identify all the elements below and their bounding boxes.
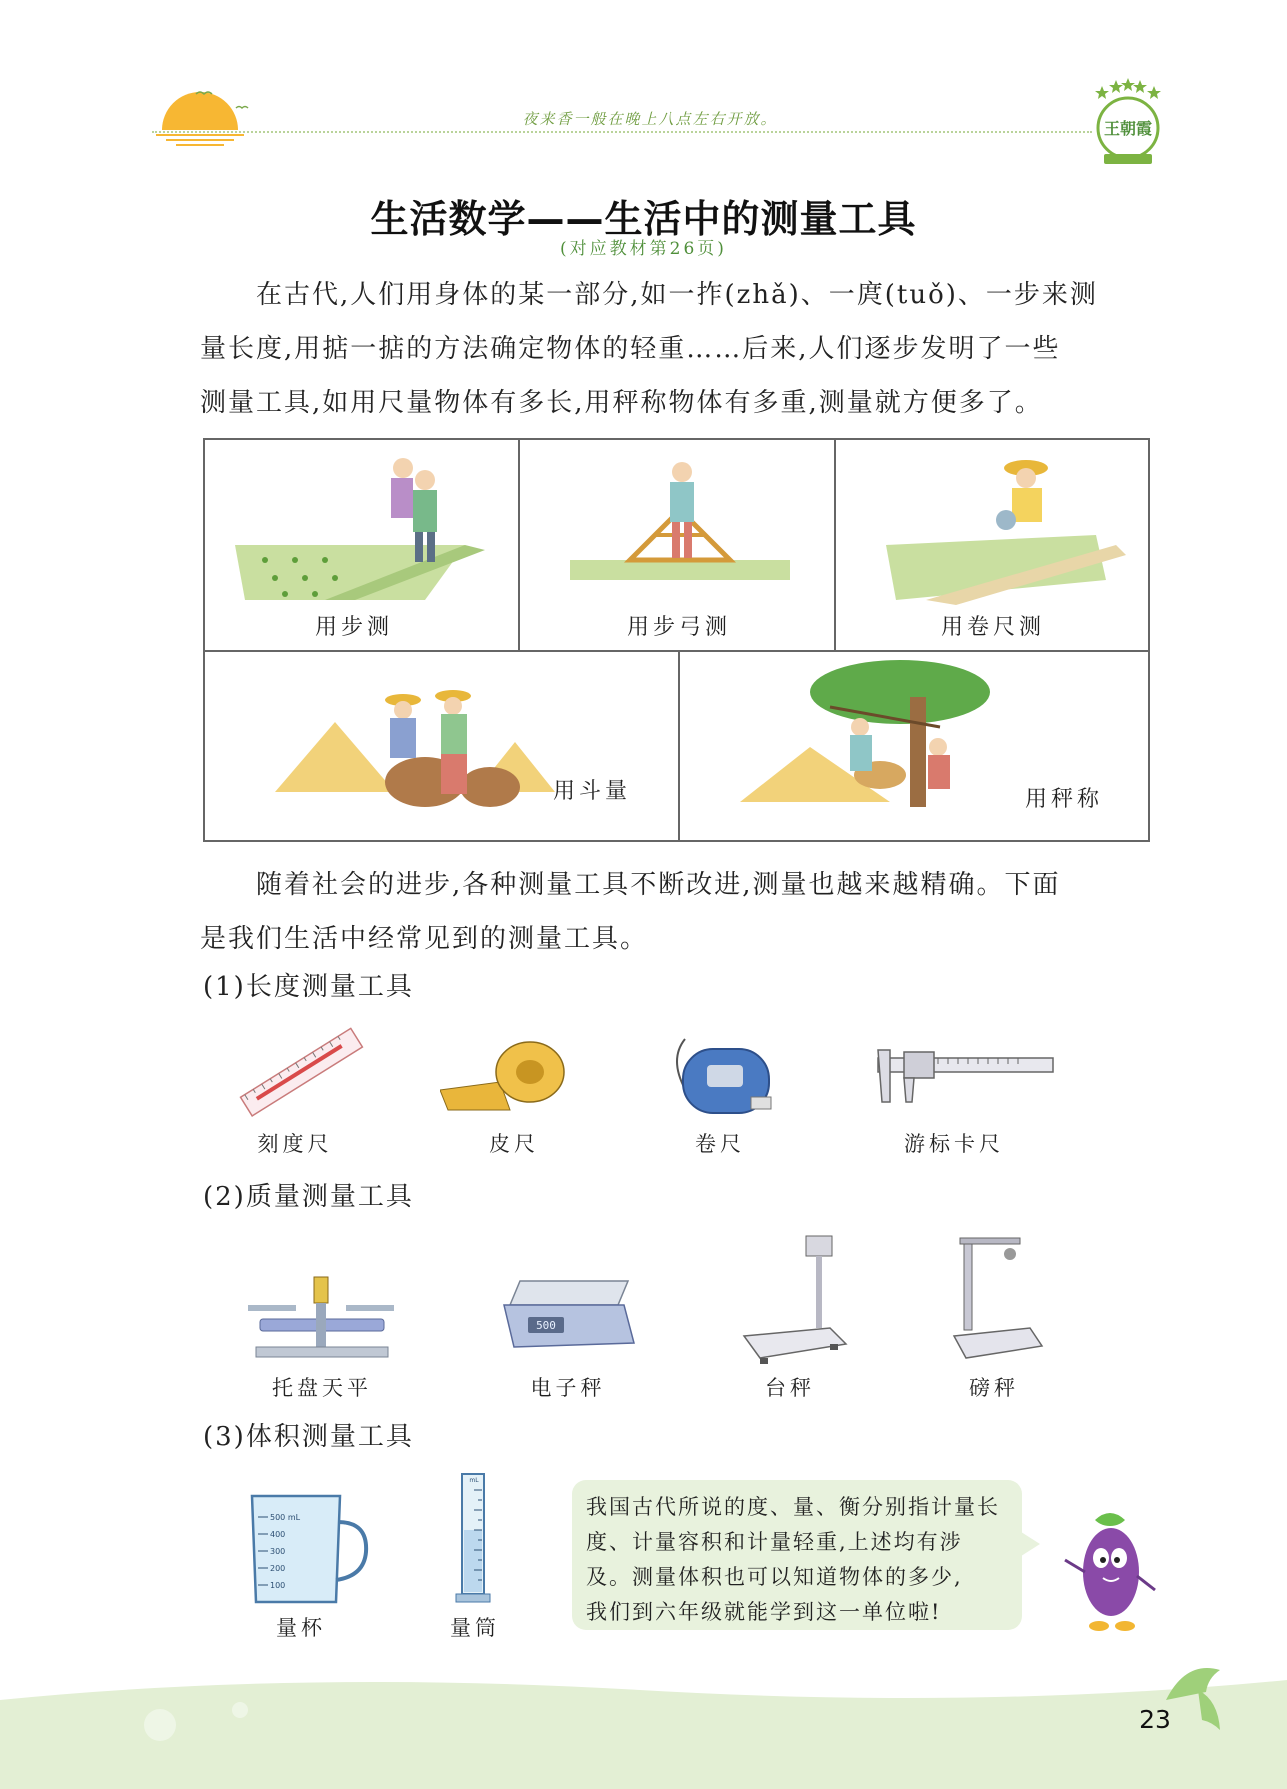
platform-scale-icon [740,1232,850,1367]
tape-roll-icon [440,1040,570,1115]
footer-wave-background [0,1660,1287,1789]
tool-label-ruler: 刻度尺 [257,1132,333,1156]
pacing-illustration [225,450,505,610]
note-line-1: 我国古代所说的度、量、衡分别指计量长 [586,1495,1000,1519]
caption-pace: 用步测 [315,615,394,640]
heading-volume-tools: (3)体积测量工具 [203,1422,414,1452]
heading-length-tools: (1)长度测量工具 [203,972,414,1002]
tape-measure-field-illustration [886,450,1126,610]
graduated-cylinder-icon [454,1470,494,1605]
cup-mark-500: 500 mL [270,1513,301,1522]
tool-label-tape-measure: 卷尺 [695,1132,745,1156]
method-cell-tape [836,440,1149,650]
grain-dou-illustration [275,662,555,832]
eggplant-mascot-icon [1055,1500,1165,1640]
heading-mass-tools: (2)质量测量工具 [203,1182,414,1212]
badge-text: 王朝霞 [1103,119,1153,138]
intro-line-3: 测量工具,如用尺量物体有多长,用秤称物体有多重,测量就方便多了。 [200,388,1043,418]
tape-measure-icon [665,1035,775,1120]
method-cell-pace [205,440,518,650]
intro-line-1: 在古代,人们用身体的某一部分,如一拃(zhǎ)、一庹(tuǒ)、一步来测 [256,280,1098,310]
tool-label-platform-scale: 台秤 [765,1376,815,1400]
method-cell-steelyard [680,652,1150,842]
page-number: 23 [1139,1705,1171,1734]
sunset-logo-icon [152,88,250,148]
electronic-scale-icon [500,1275,635,1350]
bubble-tail [1018,1530,1040,1558]
tool-label-cup: 量杯 [276,1616,326,1640]
para2-line-2: 是我们生活中经常见到的测量工具。 [200,924,649,954]
cylinder-unit: mL [469,1477,479,1484]
tool-label-tape: 皮尺 [489,1132,539,1156]
measuring-cup-icon [248,1492,373,1607]
para2-line-1: 随着社会的进步,各种测量工具不断改进,测量也越来越精确。下面 [256,870,1061,900]
scale-display: 500 [536,1319,556,1332]
info-note-bubble [572,1480,1022,1630]
intro-paragraph [200,268,1160,430]
brand-badge-icon [1088,76,1168,168]
beam-scale-icon [950,1232,1045,1367]
caption-steelyard: 用秤称 [1025,787,1104,812]
caption-bow: 用步弓测 [627,615,732,640]
intro-line-2: 量长度,用掂一掂的方法确定物体的轻重……后来,人们逐步发明了一些 [200,334,1061,364]
vernier-caliper-icon [868,1040,1058,1110]
page-subtitle: (对应教材第26页) [560,239,727,259]
tool-label-cylinder: 量筒 [450,1616,500,1640]
cup-mark-400: 400 [270,1530,286,1539]
step-bow-illustration [570,450,790,610]
header-motto: 夜来香一般在晚上八点左右开放。 [522,110,778,128]
method-cell-dou [205,652,678,842]
note-line-3: 及。测量体积也可以知道物体的多少, [586,1565,963,1589]
tool-label-electronic-scale: 电子秤 [530,1376,606,1400]
note-line-4: 我们到六年级就能学到这一单位啦! [586,1600,942,1624]
cup-mark-100: 100 [270,1581,286,1590]
note-line-2: 度、计量容积和计量轻重,上述均有涉 [586,1530,963,1554]
balance-icon [240,1275,400,1360]
tool-label-caliper: 游标卡尺 [904,1132,1004,1156]
header-divider [152,131,1092,133]
method-cell-bow [520,440,833,650]
caption-tape: 用卷尺测 [941,615,1046,640]
progress-paragraph [200,858,1160,966]
steelyard-illustration [740,657,1020,832]
cup-mark-200: 200 [270,1564,286,1573]
tool-label-beam-scale: 磅秤 [969,1376,1019,1400]
tool-label-balance: 托盘天平 [272,1376,372,1400]
caption-dou: 用斗量 [553,779,632,804]
ruler-icon [232,1025,372,1120]
cup-mark-300: 300 [270,1547,286,1556]
ancient-methods-grid [203,438,1150,842]
page-title: 生活数学——生活中的测量工具 [370,197,917,241]
